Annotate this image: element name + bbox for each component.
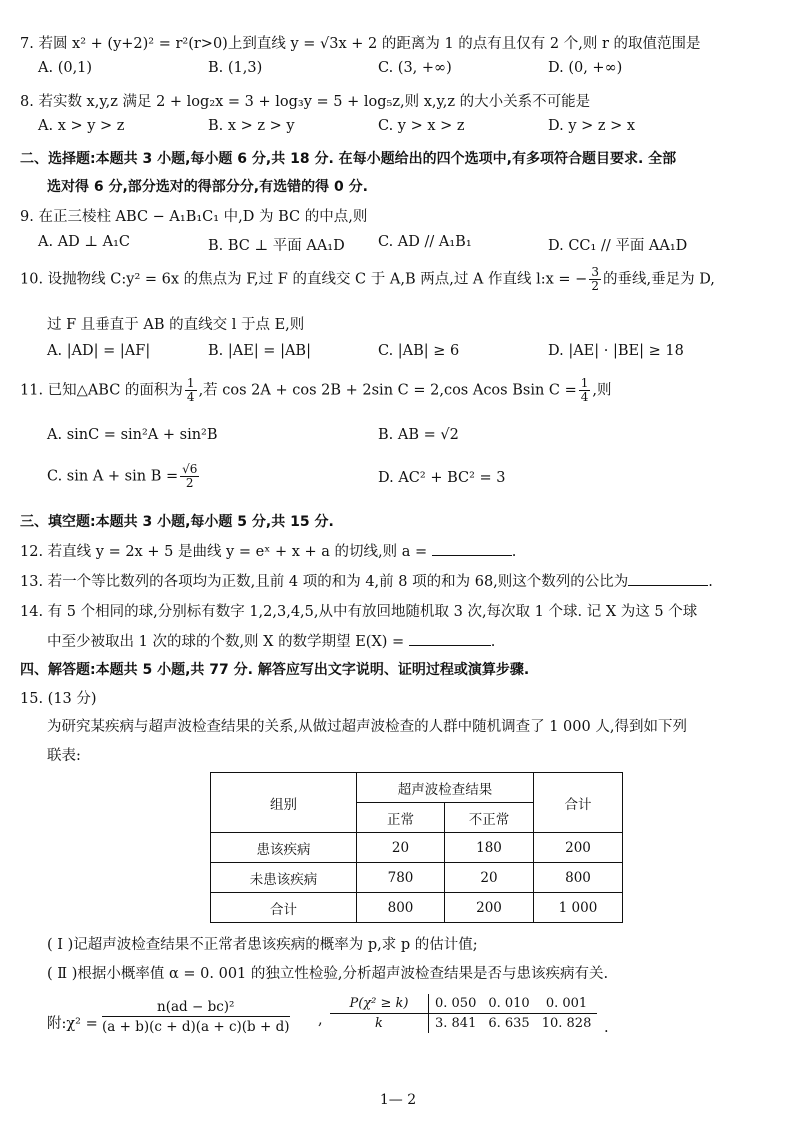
q9-option-c: C. AD // A₁B₁ (378, 234, 472, 250)
appendix-label: 附:χ² = (47, 1016, 98, 1032)
p-value: 0. 010 (482, 994, 535, 1014)
formula-denominator: (a + b)(c + d)(a + c)(b + d) (102, 1019, 290, 1035)
q10-text-post: 的垂线,垂足为 D, (602, 271, 715, 288)
q12-text-body: 12. 若直线 y = 2x + 5 是曲线 y = eˣ + x + a 的切线,则 a = (20, 544, 428, 560)
q11-option-b: B. AB = √2 (378, 427, 459, 443)
q12-text: 12. 若直线 y = 2x + 5 是曲线 y = eˣ + x + a 的切线,则 a = . (20, 544, 517, 560)
q15-part1: ( Ⅰ )记超声波检查结果不正常者患该疾病的概率为 p,求 p 的估计值; (47, 937, 478, 953)
table-header-result: 超声波检查结果 (357, 773, 534, 803)
k-label: k (330, 1014, 429, 1034)
table-cell: 200 (534, 833, 623, 863)
k-value: 3. 841 (435, 1016, 477, 1031)
table-cell: 未患该疾病 (211, 863, 357, 893)
q15-intro: 为研究某疾病与超声波检查结果的关系,从做过超声波检查的人群中随机调查了 1 000 人,得到如下列 (47, 719, 687, 735)
contingency-table (210, 772, 623, 923)
chi-square-formula (102, 999, 290, 1035)
q8-option-d: D. y > z > x (548, 118, 636, 134)
q10-option-c: C. |AB| ≥ 6 (378, 343, 460, 359)
k-value: 6. 635 (488, 1016, 530, 1031)
q10-option-b: B. |AE| = |AB| (208, 343, 311, 359)
q9-option-a: A. AD ⊥ A₁C (38, 234, 131, 250)
q8-option-b: B. x > z > y (208, 118, 295, 134)
formula-comma: , (318, 1012, 323, 1028)
q11-fraction-area-den: 4 (186, 390, 195, 404)
q11-option-d: D. AC² + BC² = 3 (378, 470, 506, 486)
q9-option-b: B. BC ⊥ 平面 AA₁D (208, 238, 345, 254)
q11-text-post: ,则 (592, 382, 612, 399)
q11-fraction-area (185, 377, 197, 404)
q8-option-c: C. y > x > z (378, 118, 465, 134)
table-cell: 800 (357, 893, 445, 923)
q10-fraction-den: 2 (591, 279, 599, 293)
section3-heading: 三、填空题:本题共 3 小题,每小题 5 分,共 15 分. (20, 514, 334, 530)
table-cell: 患该疾病 (211, 833, 357, 863)
p-label: P(χ² ≥ k) (330, 994, 429, 1014)
table-row (211, 893, 623, 923)
table-header-group: 组别 (211, 773, 357, 833)
q15-intro-cont: 联表: (47, 748, 81, 764)
section4-heading: 四、解答题:本题共 5 小题,共 77 分. 解答应写出文字说明、证明过程或演算步骤. (20, 662, 530, 678)
table-cell: 200 (445, 893, 534, 923)
q10-fraction-num: 3 (591, 265, 599, 279)
q8-text: 8. 若实数 x,y,z 满足 2 + log₂x = 3 + log₃y = 5 + log₅z,则 x,y,z 的大小关系不可能是 (20, 94, 591, 110)
q11-option-c-text: C. sin A + sin B = (47, 468, 179, 485)
q10-text-line2: 过 F 且垂直于 AB 的直线交 l 于点 E,则 (47, 317, 305, 333)
q15-part2: ( Ⅱ )根据小概率值 α = 0. 001 的独立性检验,分析超声波检查结果是否与患该疾病有关. (47, 966, 609, 982)
q7-option-b: B. (1,3) (208, 60, 263, 76)
q7-option-c: C. (3, +∞) (378, 60, 452, 76)
q11-fraction-product-num: 1 (580, 376, 589, 390)
q8-option-a: A. x > y > z (38, 118, 125, 134)
q12-answer-blank (432, 543, 512, 556)
table-row (211, 833, 623, 863)
q10-fraction (589, 266, 601, 293)
table-cell: 800 (534, 863, 623, 893)
table-cell: 20 (445, 863, 534, 893)
q14-text-line2-body: 中至少被取出 1 次的球的个数,则 X 的数学期望 E(X) = (47, 634, 405, 650)
table-header-normal: 正常 (357, 803, 445, 833)
q10-text (20, 266, 715, 293)
q11-option-c (47, 463, 201, 490)
q13-text: 13. 若一个等比数列的各项均为正数,且前 4 项的和为 4,前 8 项的和为 68,则这个数列的公比为 . (20, 574, 713, 590)
formula-numerator: n(ad − bc)² (102, 999, 290, 1017)
q11-text-mid: ,若 cos 2A + cos 2B + 2sin C = 2,cos Acos Bsin C = (198, 382, 577, 399)
section2-heading: 二、选择题:本题共 3 小题,每小题 6 分,共 18 分. 在每小题给出的四个选项中,有多项符合题目要求. 全部 (20, 151, 677, 167)
p-table-wrap (330, 994, 597, 1033)
q10-option-d: D. |AE| · |BE| ≥ 18 (548, 343, 684, 359)
page-number: 1— 2 (379, 1092, 417, 1108)
q9-text: 9. 在正三棱柱 ABC − A₁B₁C₁ 中,D 为 BC 的中点,则 (20, 209, 368, 225)
q7-option-d: D. (0, +∞) (548, 60, 623, 76)
p-value: 0. 001 (536, 994, 598, 1014)
q11-option-c-den: 2 (185, 476, 194, 490)
table-cell: 780 (357, 863, 445, 893)
table-cell: 合计 (211, 893, 357, 923)
q11-option-c-fraction (180, 463, 199, 490)
q9-option-d: D. CC₁ // 平面 AA₁D (548, 238, 688, 254)
q7-text: 7. 若圆 x² + (y+2)² = r²(r>0)上到直线 y = √3x + 2 的距离为 1 的点有且仅有 2 个,则 r 的取值范围是 (20, 36, 701, 52)
k-value: 10. 828 (541, 1016, 592, 1031)
q11-fraction-product (579, 377, 591, 404)
table-period: . (604, 1020, 609, 1036)
table-cell: 1 000 (534, 893, 623, 923)
q15-heading: 15. (13 分) (20, 691, 97, 707)
q13-answer-blank (628, 573, 708, 586)
probability-table (330, 994, 597, 1033)
table-cell: 180 (445, 833, 534, 863)
q14-text-line2: 中至少被取出 1 次的球的个数,则 X 的数学期望 E(X) = . (47, 634, 496, 650)
section2-heading-cont: 选对得 6 分,部分选对的得部分分,有选错的得 0 分. (47, 179, 368, 195)
q11-fraction-area-num: 1 (186, 376, 195, 390)
q11-fraction-product-den: 4 (580, 390, 589, 404)
q10-text-pre: 10. 设抛物线 C:y² = 6x 的焦点为 F,过 F 的直线交 C 于 A,B 两点,过 A 作直线 l:x = − (20, 271, 588, 288)
q13-text-body: 13. 若一个等比数列的各项均为正数,且前 4 项的和为 4,前 8 项的和为 68,则这个数列的公比为 (20, 574, 629, 590)
q11-option-a: A. sinC = sin²A + sin²B (47, 427, 218, 443)
table-header-abnormal: 不正常 (445, 803, 534, 833)
q14-text: 14. 有 5 个相同的球,分别标有数字 1,2,3,4,5,从中有放回地随机取 3 次,每次取 1 个球. 记 X 为这 5 个球 (20, 604, 698, 620)
table-row (211, 863, 623, 893)
q10-option-a: A. |AD| = |AF| (47, 343, 151, 359)
p-value: 0. 050 (429, 994, 483, 1014)
q11-option-c-num: √6 (182, 462, 198, 476)
q14-answer-blank (409, 633, 491, 646)
q7-option-a: A. (0,1) (38, 60, 93, 76)
table-cell: 20 (357, 833, 445, 863)
q11-text-pre: 11. 已知△ABC 的面积为 (20, 382, 183, 399)
table-header-total: 合计 (534, 773, 623, 833)
q11-text (20, 377, 612, 404)
